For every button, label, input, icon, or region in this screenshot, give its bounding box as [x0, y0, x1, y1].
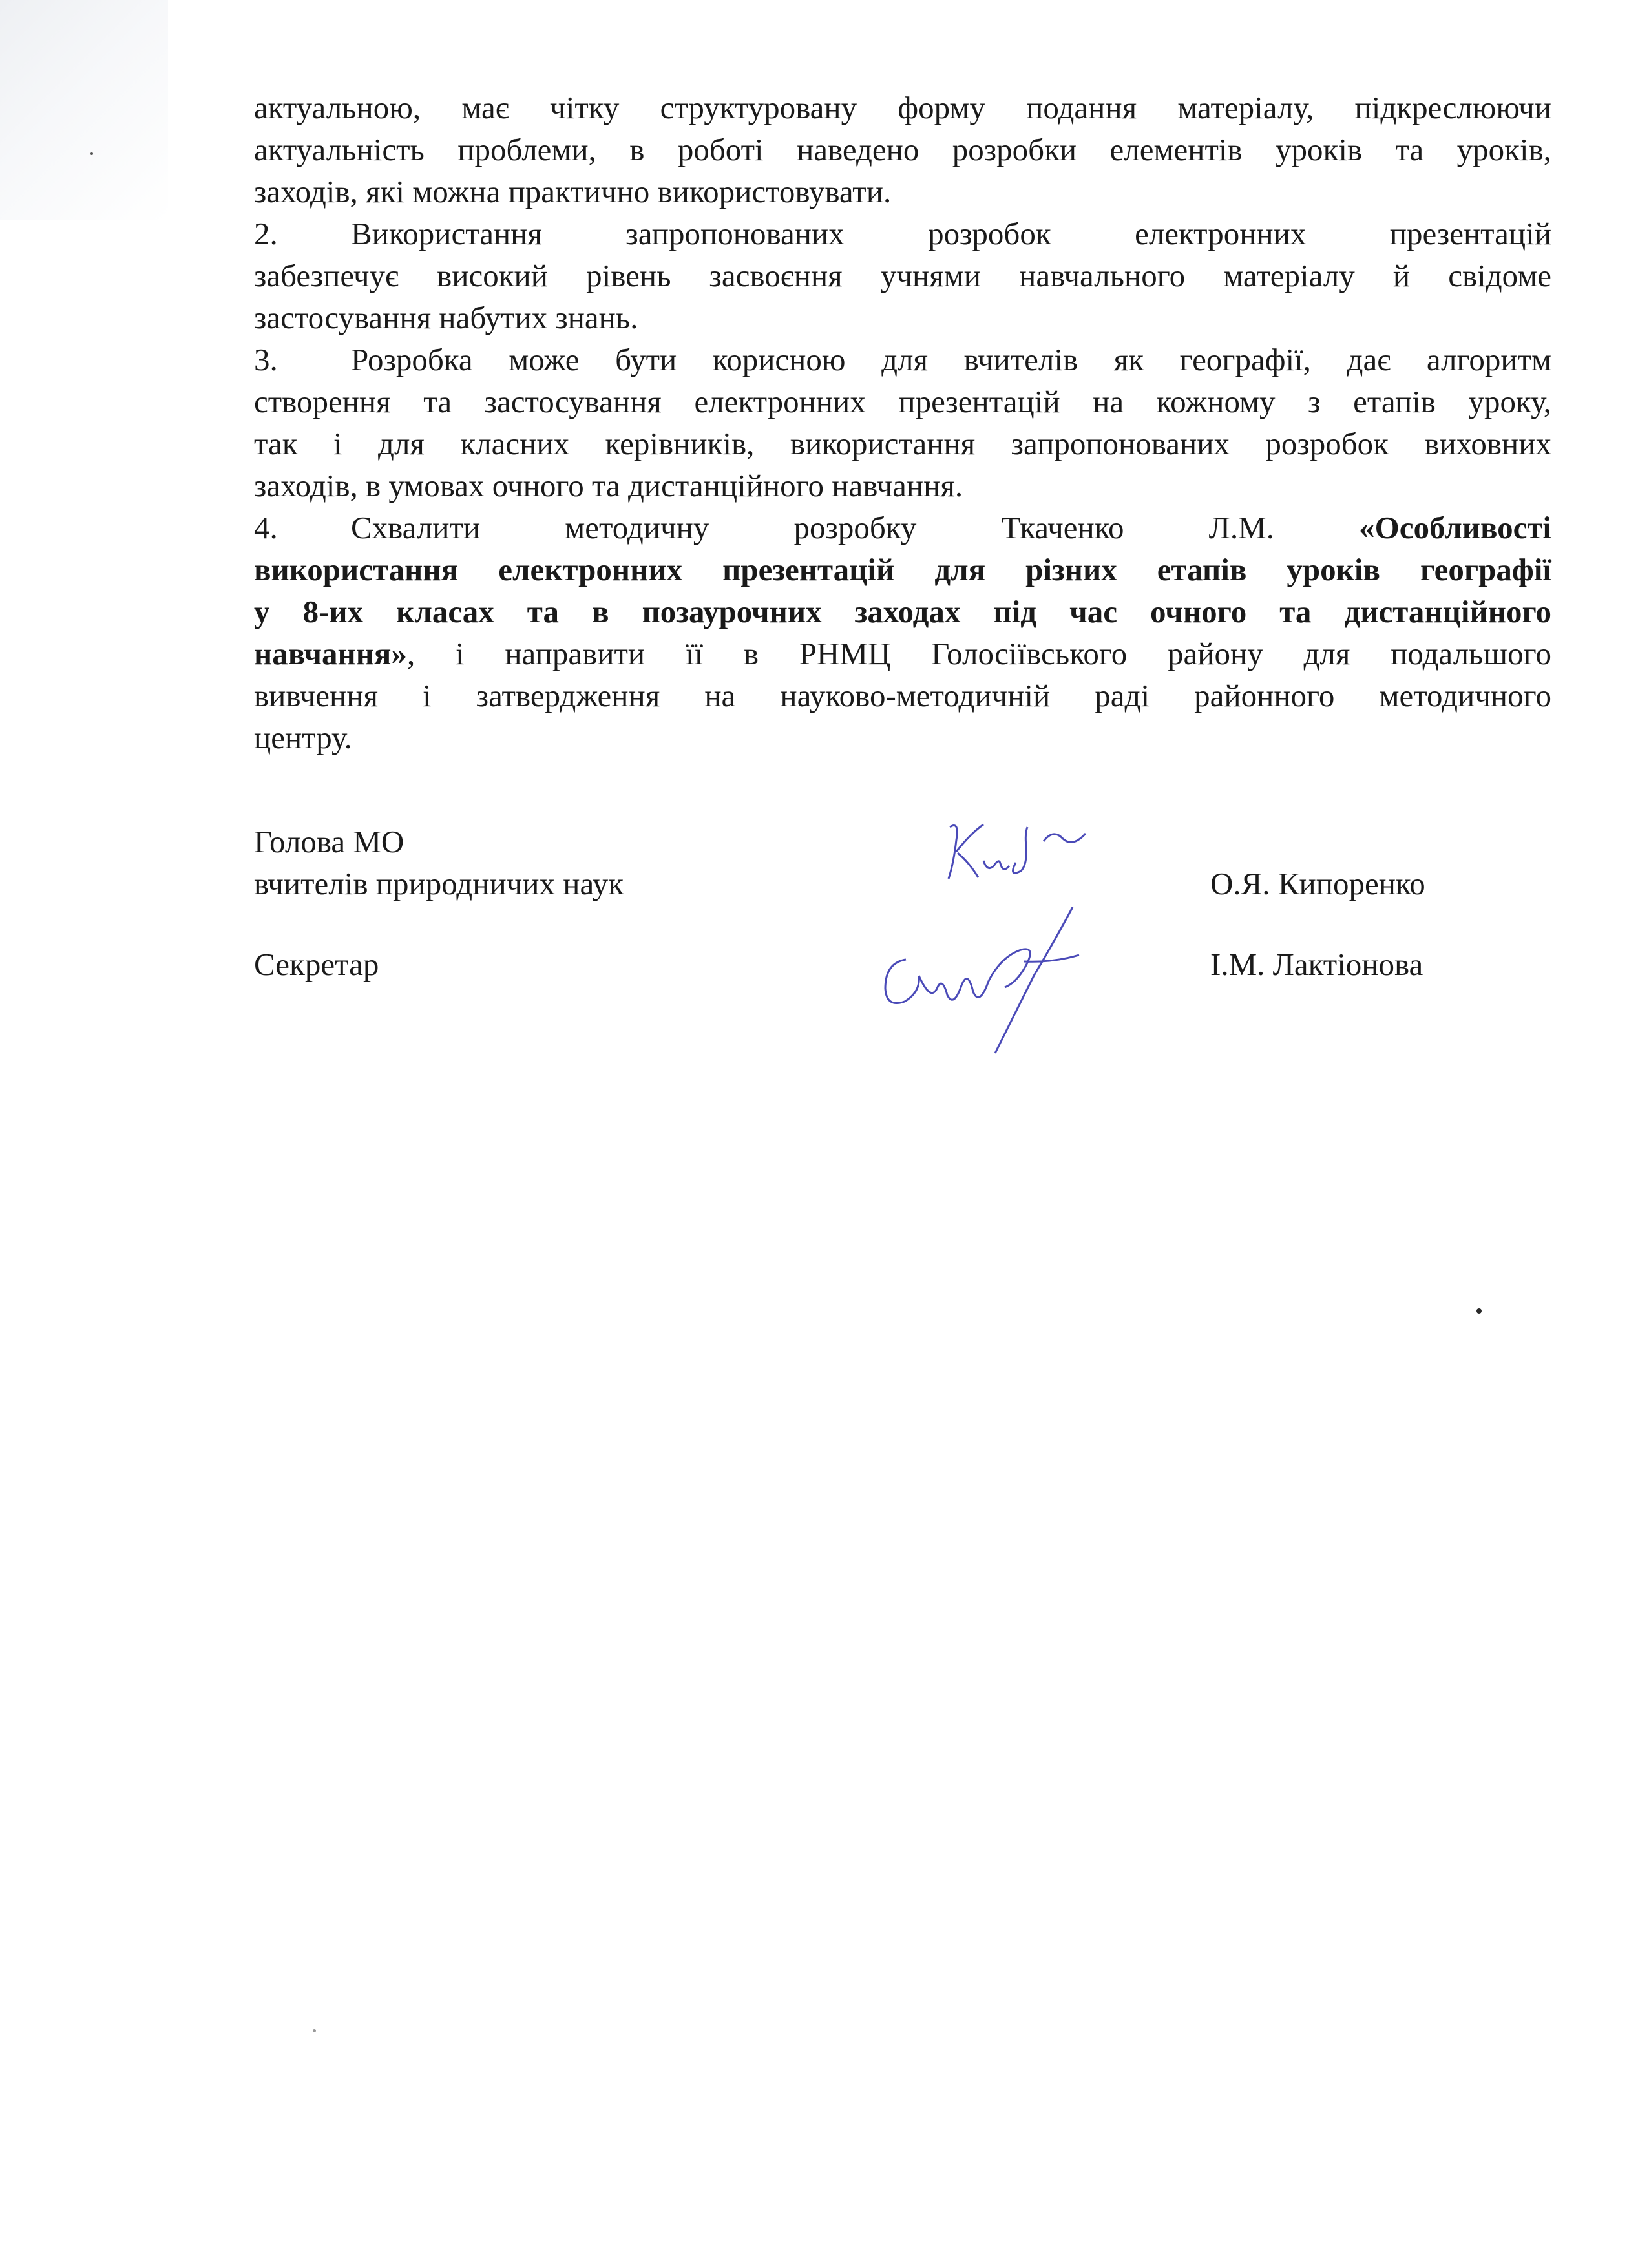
- item-2-line-2: забезпечує високий рівень засвоєння учнями навчального матеріалу й свідоме: [254, 258, 1551, 293]
- head-role-line-2: вчителів природничих наук: [254, 866, 624, 901]
- item-4-first-bold: «Особливості: [1359, 510, 1552, 545]
- intro-line-1: актуальною, має чітку структуровану форму подання матеріалу, підкреслюючи: [254, 90, 1551, 125]
- head-name: О.Я. Кипоренко: [1210, 866, 1425, 901]
- item-3-line-3: так і для класних керівників, використання запропонованих розробок виховних: [254, 426, 1551, 461]
- item-4-line-4-bold: навчання»: [254, 636, 407, 671]
- item-4-line-3: у 8-их класах та в позаурочних заходах під час очного та дистанційного: [254, 594, 1551, 629]
- intro-line-3: заходів, які можна практично використовувати.: [254, 174, 892, 209]
- head-role-line-1: Голова МО: [254, 824, 404, 859]
- item-4-line-1: [254, 507, 1551, 549]
- item-2-line-3: застосування набутих знань.: [254, 300, 638, 335]
- secretary-name: І.М. Лактіонова: [1210, 947, 1423, 982]
- item-2-number: 2.: [254, 216, 278, 251]
- document-body: [254, 87, 1551, 759]
- secretary-signature: [859, 898, 1105, 1066]
- scan-shadow: [0, 0, 168, 220]
- item-2-line-1: [254, 213, 1551, 255]
- item-3-line-1: [254, 339, 1551, 381]
- secretary-role: Секретар: [254, 947, 379, 982]
- item-3-line-4: заходів, в умовах очного та дистанційного навчання.: [254, 468, 963, 503]
- item-2-first-text: Використання запропонованих розробок електронних презентацій: [351, 216, 1551, 251]
- head-signature: [930, 801, 1124, 898]
- scan-speck: [313, 2029, 316, 2032]
- item-3-line-2: створення та застосування електронних презентацій на кожному з етапів уроку,: [254, 384, 1551, 419]
- item-4-line-6: центру.: [254, 720, 352, 755]
- item-4-line-5: вивчення і затвердження на науково-методичній раді районного методичного: [254, 678, 1551, 713]
- item-4-first-plain: Схвалити методичну розробку Ткаченко Л.М.: [351, 510, 1274, 545]
- item-4-number: 4.: [254, 510, 278, 545]
- intro-line-2: актуальність проблеми, в роботі наведено розробки елементів уроків та уроків,: [254, 132, 1551, 167]
- scan-speck: [1476, 1308, 1482, 1314]
- item-3-first-text: Розробка може бути корисною для вчителів як географії, дає алгоритм: [351, 342, 1551, 377]
- scan-speck: [90, 152, 93, 155]
- item-4-line-2: використання електронних презентацій для різних етапів уроків географії: [254, 552, 1551, 587]
- item-3-number: 3.: [254, 342, 278, 377]
- item-4-line-4: [254, 633, 1551, 675]
- item-4-line-4-plain: , і направити її в РНМЦ Голосіївського району для подальшого: [406, 636, 1551, 671]
